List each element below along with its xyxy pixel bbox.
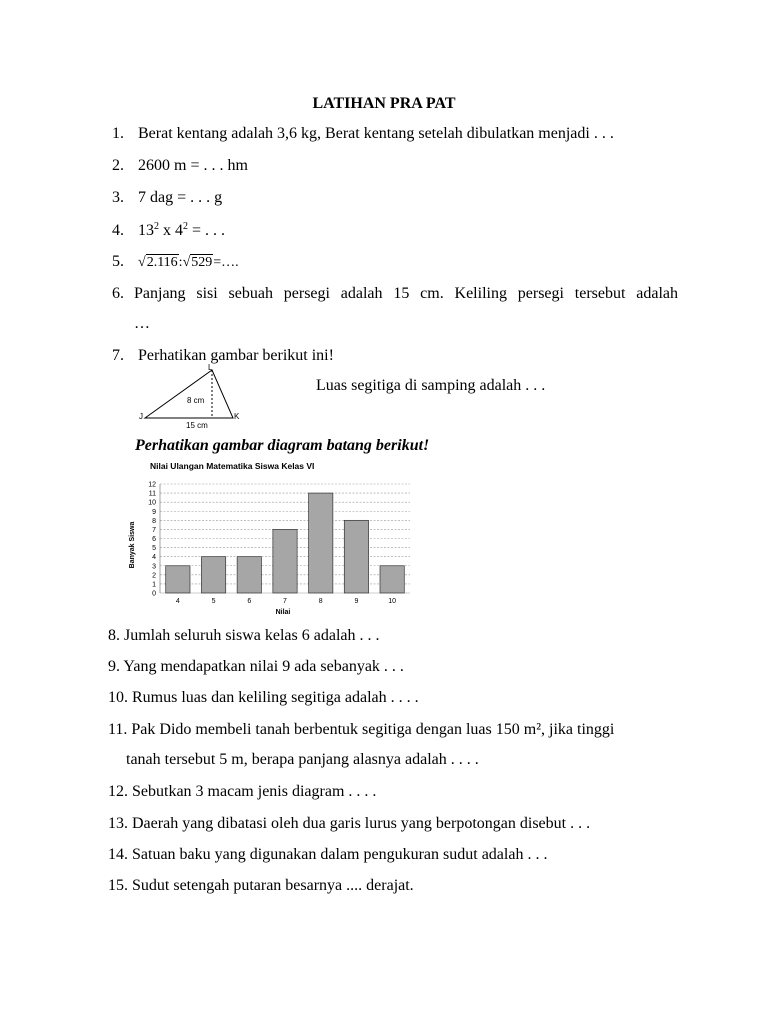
vertex-label-j: J [139, 412, 143, 421]
question-text: Satuan baku yang digunakan dalam pengukuran sudut adalah . . . [132, 846, 548, 863]
y-tick-label: 6 [152, 536, 156, 543]
page-title: LATIHAN PRA PAT [312, 95, 456, 112]
question-1 [112, 125, 614, 143]
question-number: 5. [112, 253, 124, 270]
question-text: Sudut setengah putaran besarnya .... derajat. [132, 877, 414, 894]
question-text: 2600 m = . . . hm [138, 157, 248, 174]
y-tick-label: 7 [152, 526, 156, 534]
question-number: 3. [112, 189, 124, 206]
radicand-1: 2.116 [146, 255, 178, 270]
square-root-2: √529 [182, 255, 213, 270]
bar [380, 566, 404, 593]
bar [309, 493, 333, 593]
exponent-1: 2 [154, 221, 159, 232]
question-number: 11. [108, 721, 128, 738]
x-tick-label: 8 [318, 598, 323, 605]
question-text: Daerah yang dibatasi oleh dua garis lurus yang berpotongan disebut . . . [132, 815, 591, 832]
question-text: Rumus luas dan keliling segitiga adalah . . . . [132, 689, 419, 706]
question-number: 9. [108, 658, 120, 675]
y-tick-label: 0 [152, 590, 156, 598]
question-6-continuation: … [134, 315, 150, 332]
question-text: Perhatikan gambar berikut ini! [138, 347, 334, 364]
bar [166, 566, 190, 593]
question-text: 7 dag = . . . g [138, 189, 223, 206]
y-tick-labels [148, 482, 156, 598]
y-tick-label: 12 [148, 481, 156, 489]
y-tick-label: 11 [148, 490, 156, 498]
x-tick-label: 4 [175, 598, 180, 605]
x-tick-label: 9 [354, 598, 359, 605]
question-number: 14. [108, 846, 128, 863]
x-tick-label: 7 [283, 598, 287, 605]
triangle-figure [135, 362, 255, 432]
vertex-label-k: K [234, 412, 240, 421]
power-base-1: 13 [138, 222, 154, 239]
question-4 [112, 221, 225, 240]
y-tick-label: 2 [152, 572, 156, 580]
base-label: 15 cm [186, 421, 208, 430]
question-text: Pak Dido membeli tanah berbentuk segitiga dengan luas 150 m², jika tinggi [131, 721, 615, 738]
chart-title: Nilai Ulangan Matematika Siswa Kelas VI [150, 461, 315, 471]
y-axis-label: Banyak Siswa [129, 521, 136, 569]
question-number: 10. [108, 689, 128, 706]
question-13 [108, 815, 590, 833]
question-number: 1. [112, 125, 124, 142]
question-number: 2. [112, 157, 124, 174]
triangle-question: Luas segitiga di samping adalah . . . [316, 377, 546, 394]
exponent-2: 2 [183, 221, 188, 232]
x-axis-label: Nilai [275, 609, 291, 616]
question-9 [108, 658, 404, 676]
y-tick-label: 8 [152, 517, 156, 525]
x-tick-label: 10 [388, 598, 397, 605]
question-number: 8. [108, 627, 120, 644]
question-text: Jumlah seluruh siswa kelas 6 adalah . . . [124, 627, 380, 644]
question-3 [112, 189, 222, 207]
height-label: 8 cm [187, 396, 205, 405]
y-tick-label: 1 [152, 581, 156, 589]
question-end: = . . . [188, 222, 226, 239]
bar-chart [120, 457, 420, 619]
x-tick-labels [176, 598, 396, 605]
y-tick-label: 3 [152, 563, 156, 571]
vertex-label-l: L [208, 363, 213, 372]
question-12 [108, 783, 376, 801]
square-root-1: √2.116 [138, 255, 178, 270]
question-number: 15. [108, 877, 128, 894]
chart-bars [166, 493, 405, 593]
divide-sign: : [178, 255, 183, 270]
question-10 [108, 689, 419, 707]
triangle-jkl [145, 370, 233, 418]
question-end: =…. [213, 255, 239, 270]
question-8 [108, 627, 380, 645]
x-tick-label: 6 [247, 598, 252, 605]
question-number: 13. [108, 815, 128, 832]
radicand-2: 529 [191, 255, 213, 270]
bar [344, 520, 368, 593]
question-text: Panjang sisi sebuah persegi adalah 15 cm. Keliling persegi tersebut adalah [134, 285, 678, 302]
chart-lead-text: Perhatikan gambar diagram batang berikut! [135, 437, 430, 454]
bar [201, 557, 225, 593]
question-text: Berat kentang adalah 3,6 kg, Berat kentang setelah dibulatkan menjadi . . . [138, 125, 614, 142]
question-number: 4. [112, 222, 124, 239]
question-number: 7. [112, 347, 124, 364]
bar [273, 529, 297, 593]
question-text: Yang mendapatkan nilai 9 ada sebanyak . . . [123, 658, 404, 675]
y-tick-label: 10 [148, 499, 156, 507]
question-text: Sebutkan 3 macam jenis diagram . . . . [132, 783, 377, 800]
question-14 [108, 846, 547, 864]
question-11-continuation: tanah tersebut 5 m, berapa panjang alasnya adalah . . . . [126, 751, 479, 768]
question-6 [112, 285, 678, 303]
question-11 [108, 721, 614, 739]
question-2 [112, 157, 248, 175]
bar [237, 557, 261, 593]
y-tick-label: 9 [152, 508, 156, 516]
question-number: 6. [112, 285, 124, 302]
question-15 [108, 877, 414, 895]
x-tick-label: 5 [211, 598, 216, 605]
power-base-2: x 4 [159, 222, 183, 239]
y-tick-label: 4 [152, 554, 156, 562]
question-number: 12. [108, 783, 128, 800]
y-tick-label: 5 [152, 545, 156, 553]
question-5 [112, 253, 239, 271]
